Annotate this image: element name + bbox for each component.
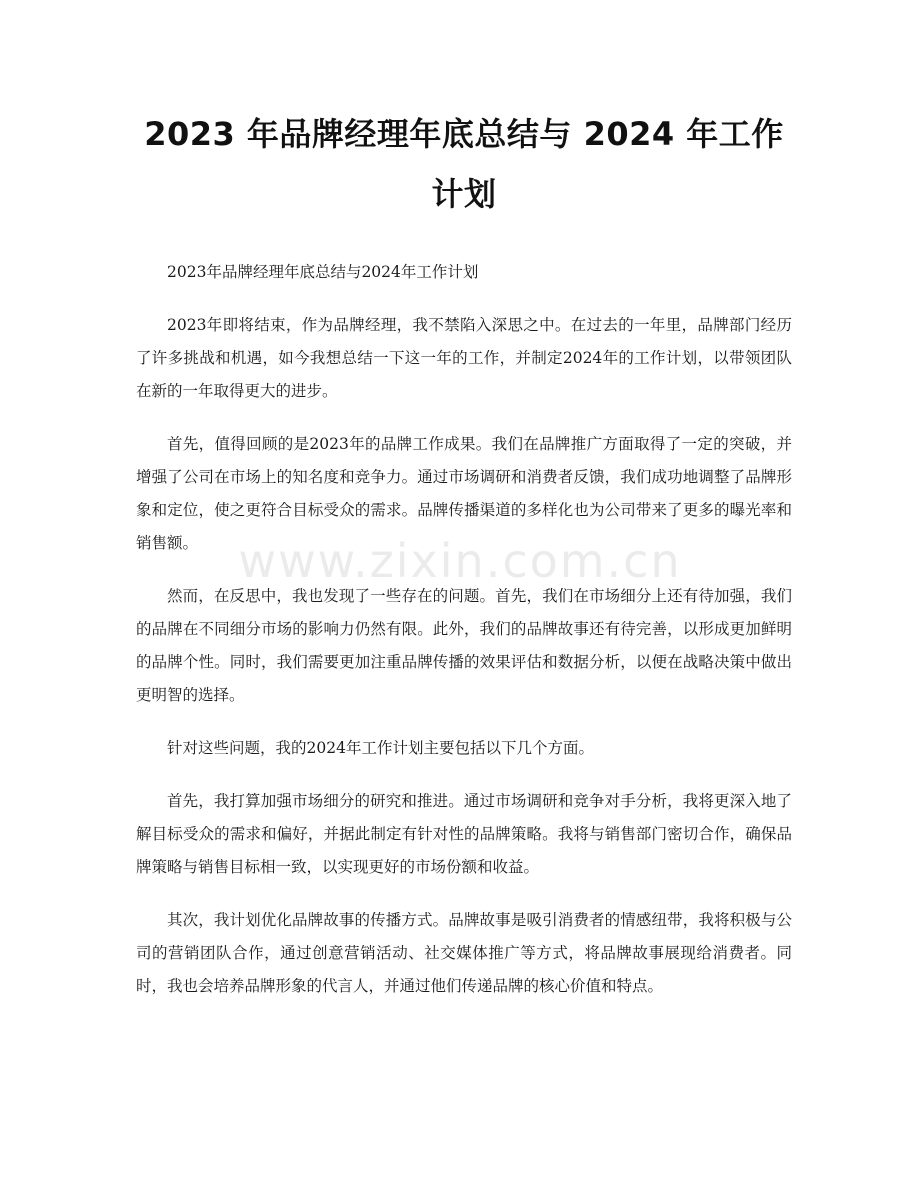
document-body [136, 256, 792, 1003]
paragraph-2: 2023年即将结束，作为品牌经理，我不禁陷入深思之中。在过去的一年里，品牌部门经历了许多挑战和机遇，如今我想总结一下这一年的工作，并制定2024年的工作计划，以带领团队在新的一年取得更大的进步。 [136, 316, 792, 400]
paragraph-4: 然而，在反思中，我也发现了一些存在的问题。首先，我们在市场细分上还有待加强，我们的品牌在不同细分市场的影响力仍然有限。此外，我们的品牌故事还有待完善，以形成更加鲜明的品牌个性。同时，我们需要更加注重品牌传播的效果评估和数据分析，以便在战略决策中做出更明智的选择。 [136, 587, 792, 704]
paragraph-3: 首先，值得回顾的是2023年的品牌工作成果。我们在品牌推广方面取得了一定的突破，并增强了公司在市场上的知名度和竞争力。通过市场调研和消费者反馈，我们成功地调整了品牌形象和定位，使之更符合目标受众的需求。品牌传播渠道的多样化也为公司带来了更多的曝光率和销售额。 [136, 435, 792, 552]
paragraph-1: 2023年品牌经理年底总结与2024年工作计划 [167, 263, 479, 281]
paragraph-5: 针对这些问题，我的2024年工作计划主要包括以下几个方面。 [167, 739, 594, 757]
paragraph-6: 首先，我打算加强市场细分的研究和推进。通过市场调研和竞争对手分析，我将更深入地了解目标受众的需求和偏好，并据此制定有针对性的品牌策略。我将与销售部门密切合作，确保品牌策略与销售目标相一致，以实现更好的市场份额和收益。 [136, 792, 792, 876]
document-title: 2023 年品牌经理年底总结与 2024 年工作计划 [144, 115, 784, 213]
paragraph-7: 其次，我计划优化品牌故事的传播方式。品牌故事是吸引消费者的情感纽带，我将积极与公司的营销团队合作，通过创意营销活动、社交媒体推广等方式，将品牌故事展现给消费者。同时，我也会培养品牌形象的代言人，并通过他们传递品牌的核心价值和特点。 [136, 911, 792, 995]
watermark: www.zixin.com.cn [238, 534, 682, 588]
